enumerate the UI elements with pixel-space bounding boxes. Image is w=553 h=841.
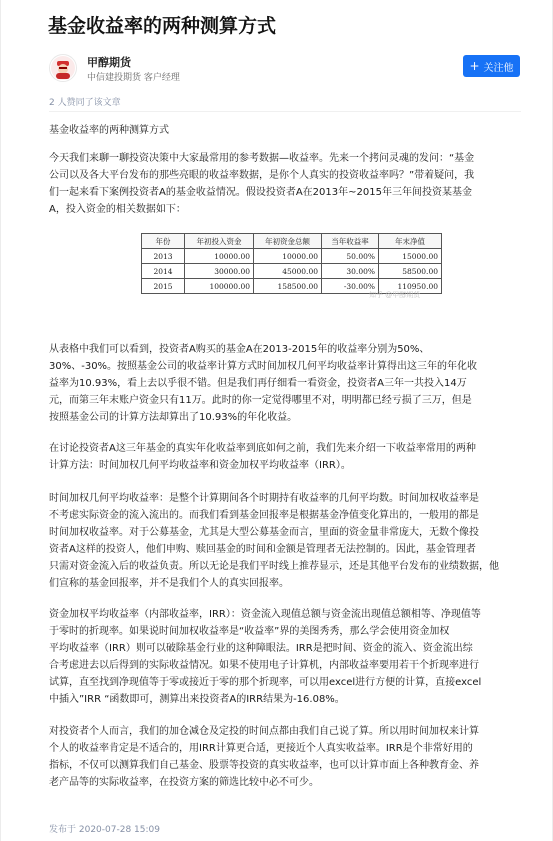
intro-title: 基金收益率的两种测算方式 <box>49 125 169 136</box>
table-header-row <box>142 234 442 249</box>
paragraph-2: 从表格中我们可以看到，投资者A购买的基金A在2013-2015年的收益率分别为50%、 30%、-30%。按照基金公司的收益率计算方式时间加权几何平均收益率计算得出这三年的年化收 益率为10.93%，看上去以乎很不错。但是我们再仔细看一看资金，投资者A三年一共投入14万 元，而第三年末账户资金只有11万。此时的你一定觉得哪里不对，明明都已经亏损了三万，但是 按照基金公司的计算方法却算出了10.93%的年化收益。 <box>49 344 478 423</box>
table-header: 年初资金总额 <box>254 234 322 249</box>
table-header: 当年收益率 <box>322 234 379 249</box>
follow-button[interactable] <box>463 55 520 77</box>
table-watermark: 知乎 @甲醇期货 <box>369 291 421 299</box>
table-header: 年末净值 <box>379 234 442 249</box>
likes-count: 2 人赞同了该文章 <box>49 98 121 108</box>
author-avatar[interactable] <box>49 54 77 82</box>
table-header: 年初投入资金 <box>185 234 254 249</box>
table-row: 2014 30000.00 45000.00 30.00% 58500.00 <box>142 264 442 279</box>
table-row: 2013 10000.00 10000.00 50.00% 15000.00 <box>142 249 442 264</box>
table-row: 2015 100000.00 158500.00 -30.00% 110950.00 <box>142 279 442 294</box>
author-block <box>49 54 509 84</box>
paragraph-4: 时间加权几何平均收益率：是整个计算期间各个时期持有收益率的几何平均数。时间加权收益率是 不考虑实际资金的流入流出的。而我们看到基金回报率是根据基金净值变化算出的，一般用的都是 时间加权收益率。对于公募基金，尤其是大型公募基金而言，里面的资金量非常庞大，无数个像投 资者A这样的投资人，他们申购、赎回基金的时间和金额是管理者无法控制的。因此，基金管理者 只需对资金流入后的收益负责。所以无论是我们平时线上推荐显示，还是其他平台发布的业绩数据，他 们宣称的基金回报率，并不是我们个人的真实回报率。 <box>49 493 499 589</box>
author-name[interactable]: 甲醇期货 <box>87 56 131 69</box>
follow-label: 关注他 <box>483 62 514 74</box>
author-bio: 中信建投期货 客户经理 <box>87 73 180 83</box>
divider <box>49 111 521 112</box>
paragraph-1: 今天我们来聊一聊投资决策中大家最常用的参考数据—收益率。先来一个拷问灵魂的发问：“基金 公司以及各大平台发布的那些亮眼的收益率数据，是你个人真实的投资收益率吗？”带着疑问，我 们一起来看下案例投资者A的基金收益情况。假设投资者A在2013年~2015年三年间投资某基金 A，投入资金的相关数据如下： <box>49 153 475 215</box>
publish-time: 发布于 2020-07-28 15:09 <box>49 825 160 835</box>
investment-table <box>141 233 442 294</box>
paragraph-3: 在讨论投资者A这三年基金的真实年化收益率到底如何之前，我们先来介绍一下收益率常用的两种 计算方法：时间加权几何平均收益率和资金加权平均收益率（IRR）。 <box>49 443 476 471</box>
paragraph-5: 资金加权平均收益率（内部收益率，IRR）：资金流入现值总额与资金流出现值总额相等、净现值等 于零时的折现率。如果说时间加权收益率是“收益率”界的美图秀秀，那么学会使用资金加权 平均收益率（IRR）则可以破除基金行业的这种障眼法。IRR是把时间、资金的流入、资金流出综 合考虑进去以后得到的实际收益情况。如果不使用电子计算机，内部收益率要用若干个折现率进行 试算，直至找到净现值等于零或接近于零的那个折现率，可以用excel进行方便的计算，直接excel 中插入”IRR “函数即可，测算出来投资者A的IRR结果为-16.08%。 <box>49 609 482 705</box>
table-header: 年份 <box>142 234 185 249</box>
avatar-image-icon <box>50 55 76 81</box>
paragraph-6: 对投资者个人而言，我们的加仓减仓及定投的时间点都由我们自己说了算。所以用时间加权来计算 个人的收益率肯定是不适合的，用IRR计算更合适，更接近个人真实收益率。IRR是个非常好用的 指标，不仅可以测算我们自己基金、股票等投资的真实收益率，也可以计算市面上各种教育金、养 老产品等的实际收益率，在投资方案的筛选比较中必不可少。 <box>49 726 479 788</box>
article-title: 基金收益率的两种测算方式 <box>48 15 277 37</box>
plus-icon: + <box>469 59 480 73</box>
